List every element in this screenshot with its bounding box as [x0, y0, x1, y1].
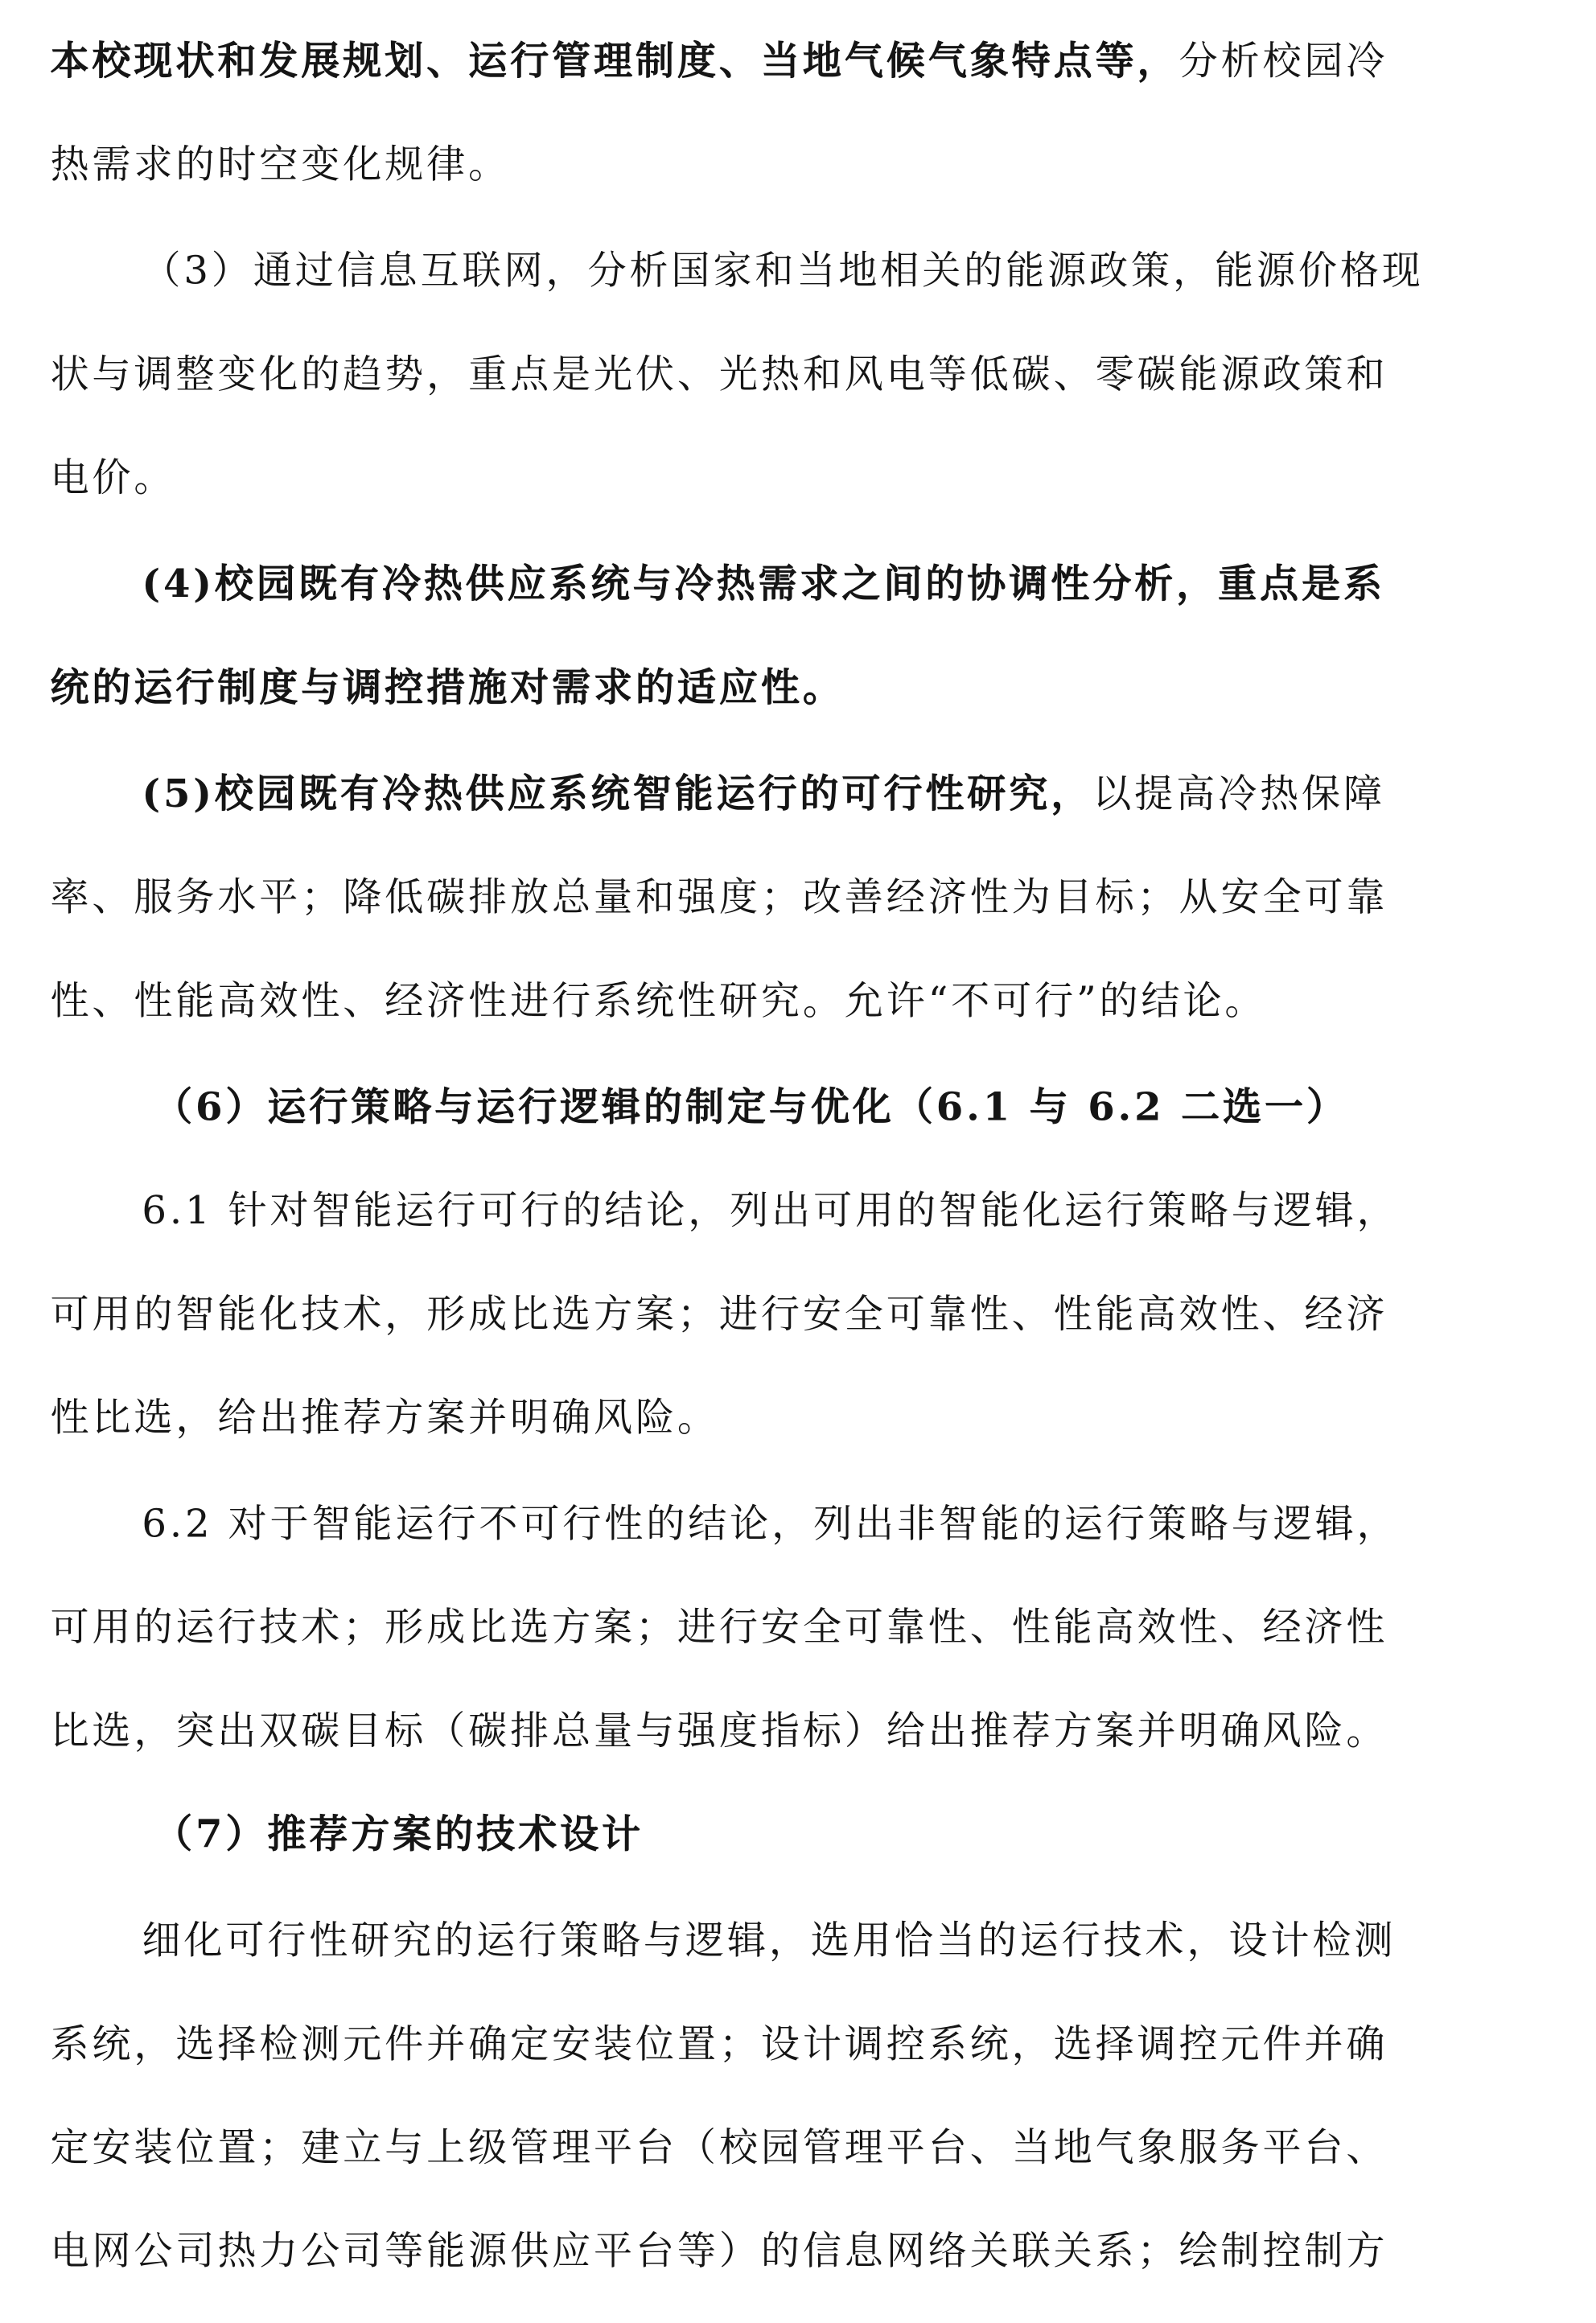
text-run: 可用的智能化技术，形成比选方案；进行安全可靠性、性能高效性、经济	[50, 1293, 1388, 1338]
text-line	[50, 139, 510, 192]
text-line	[142, 768, 1385, 821]
text-run: （3）通过信息互联网，分析国家和当地相关的能源政策，能源价格现	[142, 249, 1424, 294]
text-line	[50, 1705, 1388, 1758]
text-line	[50, 349, 1388, 402]
text-line	[50, 1601, 1388, 1655]
text-line	[142, 1185, 1398, 1238]
text-run: 以提高冷热保障	[1092, 772, 1385, 817]
text-run: 电网公司热力公司等能源供应平台等）的信息网络关联关系；绘制控制方	[50, 2230, 1388, 2275]
text-run: 系统，选择检测元件并确定安装位置；设计调控系统，选择调控元件并确	[50, 2023, 1388, 2068]
text-run: 分析校园冷	[1178, 39, 1388, 84]
text-line	[142, 1915, 1396, 1968]
text-line	[50, 452, 175, 505]
text-line	[50, 662, 844, 715]
text-line	[50, 2122, 1388, 2175]
text-line	[142, 245, 1423, 298]
text-run: 电价。	[50, 456, 176, 501]
text-run: 性、性能高效性、经济性进行系统性研究。允许“不可行”的结论。	[50, 980, 1267, 1025]
text-line	[50, 1392, 718, 1445]
bold-run: （7）推荐方案的技术设计	[154, 1811, 644, 1858]
text-run: 率、服务水平；降低碳排放总量和强度；改善经济性为目标；从安全可靠	[50, 876, 1388, 921]
text-run: 6.2 对于智能运行不可行性的结论，列出非智能的运行策略与逻辑，	[142, 1503, 1399, 1548]
text-run: 性比选，给出推荐方案并明确风险。	[50, 1396, 719, 1441]
bold-run: 本校现状和发展规划、运行管理制度、当地气候气象特点等，	[50, 38, 1179, 84]
text-run: 6.1 针对智能运行可行的结论，列出可用的智能化运行策略与逻辑，	[142, 1189, 1399, 1235]
text-run: 可用的运行技术；形成比选方案；进行安全可靠性、性能高效性、经济性	[50, 1606, 1388, 1651]
text-line	[50, 872, 1388, 925]
text-run: 热需求的时空变化规律。	[50, 143, 511, 188]
text-line	[142, 558, 1385, 611]
text-run: 细化可行性研究的运行策略与逻辑，选用恰当的运行技术，设计检测	[142, 1919, 1396, 1964]
text-line	[50, 35, 1388, 88]
bold-run: (4)校园既有冷热供应系统与冷热需求之间的协调性分析，重点是系	[142, 561, 1385, 608]
text-line	[50, 2226, 1388, 2279]
text-run: 定安装位置；建立与上级管理平台（校园管理平台、当地气象服务平台、	[50, 2126, 1388, 2171]
section-heading	[154, 1809, 644, 1862]
text-run: 比选，突出双碳目标（碳排总量与强度指标）给出推荐方案并明确风险。	[50, 1709, 1388, 1754]
text-line	[142, 1499, 1398, 1552]
bold-run: （6）运行策略与运行逻辑的制定与优化（6.1 与 6.2 二选一）	[154, 1084, 1348, 1131]
text-line	[50, 976, 1266, 1029]
bold-run: (5)校园既有冷热供应系统智能运行的可行性研究，	[142, 771, 1093, 817]
text-line	[50, 1289, 1388, 1342]
text-line	[50, 2019, 1388, 2072]
text-run: 状与调整变化的趋势，重点是光伏、光热和风电等低碳、零碳能源政策和	[50, 353, 1388, 398]
bold-run: 统的运行制度与调控措施对需求的适应性。	[50, 664, 845, 711]
section-heading	[154, 1082, 1348, 1135]
